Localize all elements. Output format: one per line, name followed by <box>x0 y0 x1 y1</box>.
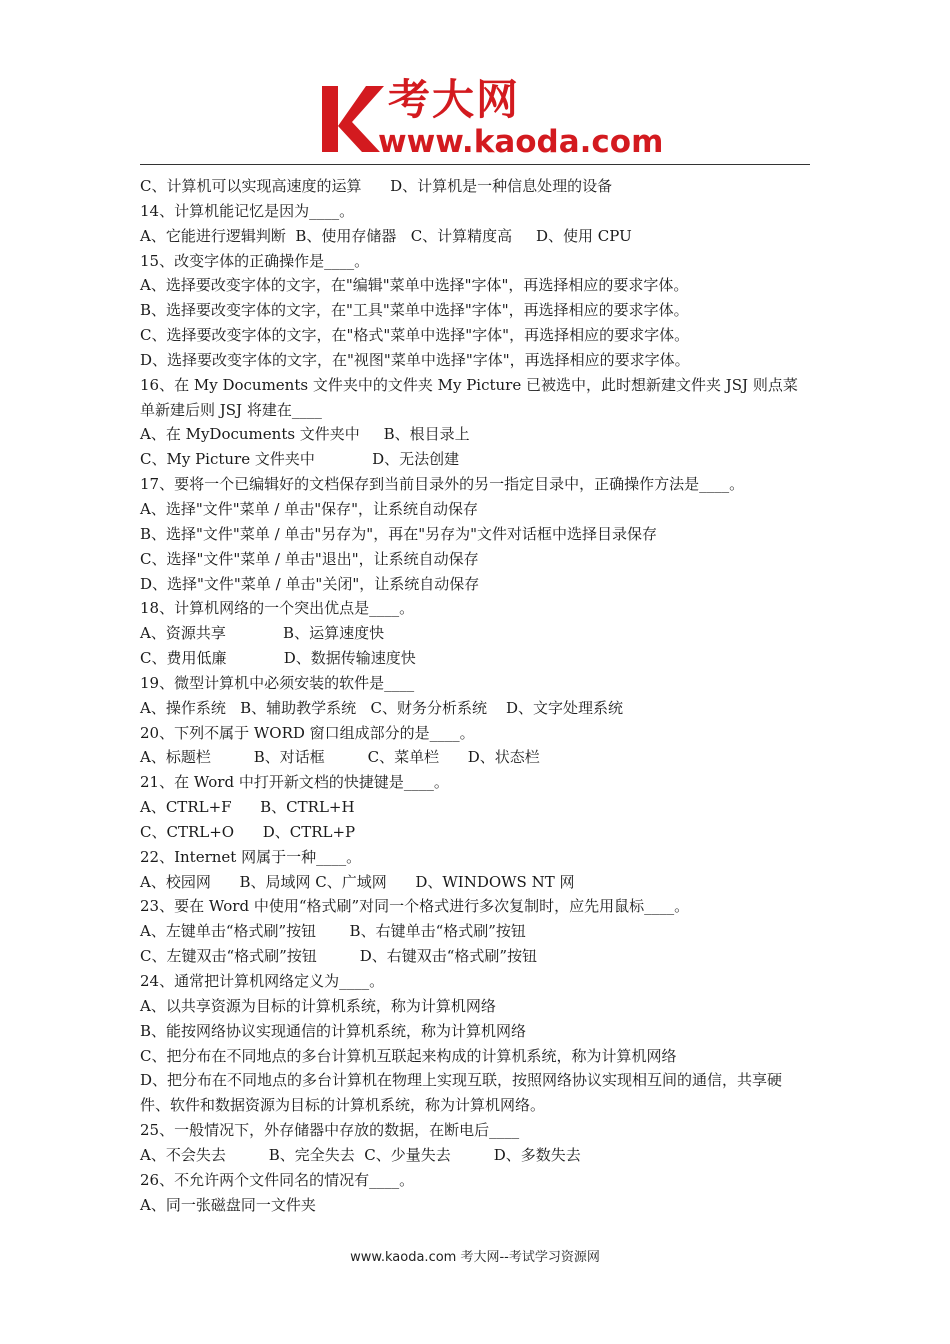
text-line: A、在 MyDocuments 文件夹中 B、根目录上 <box>140 425 470 444</box>
text-line: A、它能进行逻辑判断 B、使用存储器 C、计算精度高 D、使用 CPU <box>140 226 632 245</box>
text-line: C、费用低廉 D、数据传输速度快 <box>140 649 416 668</box>
text-line: C、CTRL+O D、CTRL+P <box>140 822 356 841</box>
question-16: 16、在 My Documents 文件夹中的文件夹 My Picture 已被选中，此时想新建文件夹 JSJ 则点菜单新建后则 JSJ 将建在____ <box>140 375 798 419</box>
text-line: A、不会失去 B、完全失去 C、少量失去 D、多数失去 <box>140 1145 581 1164</box>
logo-chinese-text: 考大网 <box>388 75 521 124</box>
question-19: 19、微型计算机中必须安装的软件是____ <box>140 673 415 692</box>
page-footer: www.kaoda.com 考大网--考试学习资源网 <box>350 1250 600 1265</box>
text-line: A、资源共享 B、运算速度快 <box>140 624 385 643</box>
text-line: B、选择"文件"菜单 / 单击"另存为"，再在"另存为"文件对话框中选择目录保存 <box>140 524 658 543</box>
question-18: 18、计算机网络的一个突出优点是____。 <box>140 599 415 618</box>
text-line: A、以共享资源为目标的计算机系统，称为计算机网络 <box>140 996 496 1015</box>
text-line: D、把分布在不同地点的多台计算机在物理上实现互联，按照网络协议实现相互间的通信，共享硬件、软件和数据资源为目标的计算机系统，称为计算机网络。 <box>140 1071 783 1115</box>
text-line: C、选择"文件"菜单 / 单击"退出"，让系统自动保存 <box>140 549 479 568</box>
text-line: A、校园网 B、局域网 C、广域网 D、WINDOWS NT 网 <box>140 872 575 891</box>
text-line: C、选择要改变字体的文字，在"格式"菜单中选择"字体"，再选择相应的要求字体。 <box>140 326 690 345</box>
text-line: C、My Picture 文件夹中 D、无法创建 <box>140 450 460 469</box>
question-23: 23、要在 Word 中使用“格式刷”对同一个格式进行多次复制时，应先用鼠标____。 <box>140 897 690 916</box>
text-line: A、左键单击“格式刷”按钮 B、右键单击“格式刷”按钮 <box>140 922 526 941</box>
text-line: B、能按网络协议实现通信的计算机系统，称为计算机网络 <box>140 1021 527 1040</box>
text-line: C、左键双击“格式刷”按钮 D、右键双击“格式刷”按钮 <box>140 947 538 966</box>
text-line: A、同一张磁盘同一文件夹 <box>140 1195 316 1214</box>
question-22: 22、Internet 网属于一种____。 <box>140 847 362 866</box>
question-17: 17、要将一个已编辑好的文档保存到当前目录外的另一指定目录中，正确操作方法是____。 <box>140 475 745 494</box>
document-body <box>140 174 812 1217</box>
question-26: 26、不允许两个文件同名的情况有____。 <box>140 1170 415 1189</box>
question-14: 14、计算机能记忆是因为____。 <box>140 201 355 220</box>
text-line: A、CTRL+F B、CTRL+H <box>140 798 355 817</box>
text-line: A、操作系统 B、辅助教学系统 C、财务分析系统 D、文字处理系统 <box>140 698 624 717</box>
text-line: A、选择"文件"菜单 / 单击"保存"，让系统自动保存 <box>140 499 479 518</box>
logo-url-text: www.kaoda.com <box>378 124 664 160</box>
text-line: A、标题栏 B、对话框 C、菜单栏 D、状态栏 <box>140 748 540 767</box>
page-header <box>0 0 950 168</box>
text-line: D、选择要改变字体的文字，在"视图"菜单中选择"字体"，再选择相应的要求字体。 <box>140 350 690 369</box>
question-25: 25、一般情况下，外存储器中存放的数据，在断电后____ <box>140 1121 520 1140</box>
header-divider <box>140 164 810 165</box>
text-line: C、计算机可以实现高速度的运算 D、计算机是一种信息处理的设备 <box>140 177 613 195</box>
question-24: 24、通常把计算机网络定义为____。 <box>140 972 385 990</box>
question-20: 20、下列不属于 WORD 窗口组成部分的是____。 <box>140 723 475 742</box>
question-15: 15、改变字体的正确操作是____。 <box>140 251 370 270</box>
text-line: C、把分布在不同地点的多台计算机互联起来构成的计算机系统，称为计算机网络 <box>140 1046 677 1065</box>
text-line: A、选择要改变字体的文字，在"编辑"菜单中选择"字体"，再选择相应的要求字体。 <box>140 276 689 295</box>
question-21: 21、在 Word 中打开新文档的快捷键是____。 <box>140 773 449 792</box>
text-line: D、选择"文件"菜单 / 单击"关闭"，让系统自动保存 <box>140 574 480 593</box>
text-line: B、选择要改变字体的文字，在"工具"菜单中选择"字体"，再选择相应的要求字体。 <box>140 301 689 320</box>
